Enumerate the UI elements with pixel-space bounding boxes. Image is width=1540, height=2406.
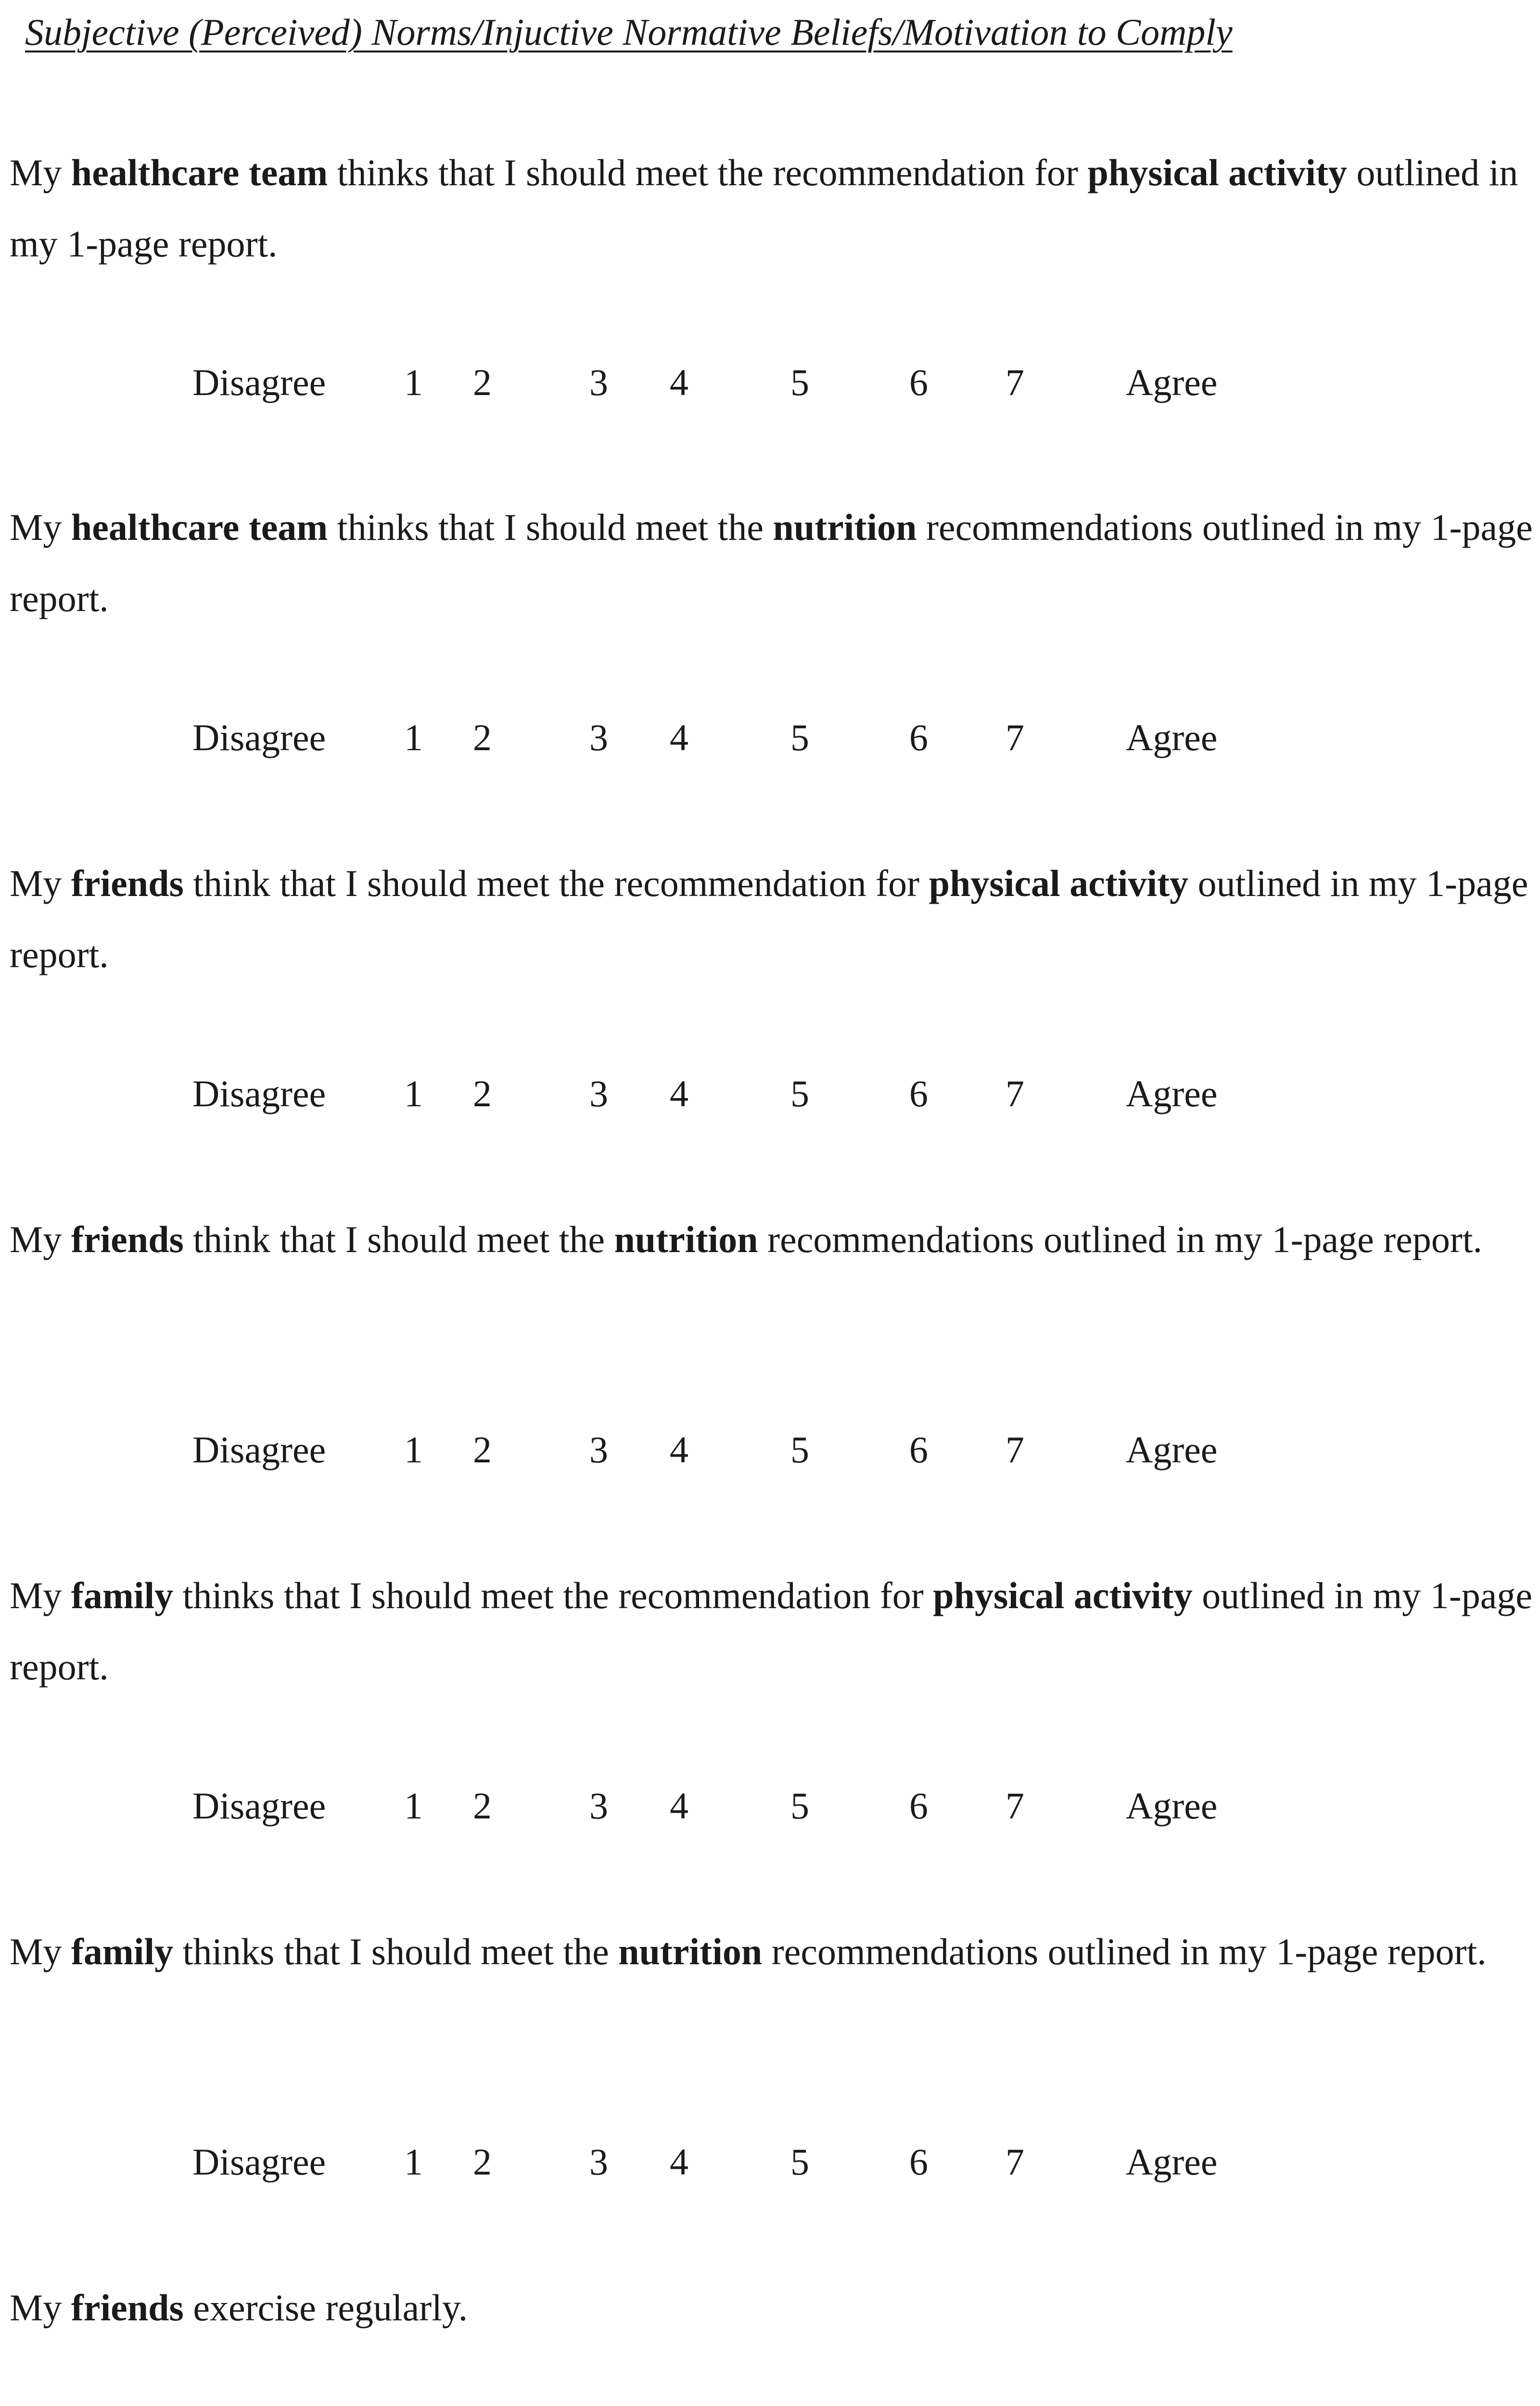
rating-scale — [0, 1072, 1540, 1125]
scale-option-3[interactable]: 3 — [589, 1073, 608, 1114]
question-text — [10, 1916, 1535, 1987]
question-text-end: outlined in my 1-page report. — [10, 1574, 1532, 1688]
scale-option-2[interactable]: 2 — [473, 1785, 492, 1827]
question-subject: family — [71, 1574, 174, 1616]
scale-label-agree: Agree — [1126, 1785, 1218, 1827]
scale-label-agree: Agree — [1126, 361, 1218, 403]
scale-option-7[interactable]: 7 — [1005, 1073, 1024, 1114]
scale-option-4[interactable]: 4 — [670, 2141, 688, 2183]
scale-option-5[interactable]: 5 — [790, 2141, 809, 2183]
question-subject: friends — [71, 862, 184, 904]
scale-option-6[interactable]: 6 — [909, 1429, 928, 1471]
question-text — [10, 1204, 1535, 1275]
scale-option-7[interactable]: 7 — [1005, 1785, 1024, 1827]
scale-label-agree: Agree — [1126, 2141, 1218, 2183]
question-prefix: My — [10, 506, 71, 548]
scale-option-5[interactable]: 5 — [790, 717, 809, 758]
scale-option-6[interactable]: 6 — [909, 1073, 928, 1114]
scale-option-7[interactable]: 7 — [1005, 2141, 1024, 2183]
question-topic: nutrition — [773, 506, 917, 548]
page-title: Subjective (Perceived) Norms/Injuctive Normative Beliefs/Motivation to Comply — [25, 11, 1233, 53]
scale-label-disagree: Disagree — [192, 1429, 326, 1471]
question-text-end: outlined in my 1-page report. — [10, 862, 1528, 975]
question-text — [10, 492, 1535, 634]
scale-option-1[interactable]: 1 — [404, 2141, 423, 2183]
scale-option-2[interactable]: 2 — [473, 1073, 492, 1114]
question-topic: nutrition — [618, 1931, 763, 1972]
question-text — [10, 848, 1535, 990]
scale-option-6[interactable]: 6 — [909, 2141, 928, 2183]
scale-option-6[interactable]: 6 — [909, 361, 928, 403]
scale-option-1[interactable]: 1 — [404, 717, 423, 758]
scale-option-5[interactable]: 5 — [790, 1073, 809, 1114]
scale-option-4[interactable]: 4 — [670, 1429, 688, 1471]
question-text-middle: thinks that I should meet the — [173, 1931, 619, 1972]
scale-label-disagree: Disagree — [192, 2141, 326, 2183]
question-text-middle: thinks that I should meet the — [328, 506, 773, 548]
question-prefix: My — [10, 152, 71, 193]
scale-option-2[interactable]: 2 — [473, 1429, 492, 1471]
question-topic: physical activity — [933, 1574, 1193, 1616]
question-prefix: My — [10, 2287, 71, 2329]
scale-option-5[interactable]: 5 — [790, 361, 809, 403]
scale-option-4[interactable]: 4 — [670, 717, 688, 758]
scale-label-disagree: Disagree — [192, 361, 326, 403]
scale-option-4[interactable]: 4 — [670, 1073, 688, 1114]
scale-option-7[interactable]: 7 — [1005, 717, 1024, 758]
question-text-end: outlined in my 1-page report. — [10, 152, 1518, 265]
scale-option-3[interactable]: 3 — [589, 717, 608, 758]
scale-option-6[interactable]: 6 — [909, 717, 928, 758]
scale-label-agree: Agree — [1126, 1429, 1218, 1471]
question-subject: healthcare team — [71, 506, 328, 548]
scale-option-6[interactable]: 6 — [909, 1785, 928, 1827]
question-prefix: My — [10, 1931, 71, 1972]
question-subject: friends — [71, 1218, 184, 1260]
scale-option-2[interactable]: 2 — [473, 717, 492, 758]
question-topic: physical activity — [929, 862, 1189, 904]
scale-option-1[interactable]: 1 — [404, 1429, 423, 1471]
scale-option-3[interactable]: 3 — [589, 361, 608, 403]
question-text — [10, 1560, 1535, 1702]
question-text-end: recommendations outlined in my 1-page report. — [762, 1931, 1487, 1972]
scale-option-1[interactable]: 1 — [404, 1073, 423, 1114]
rating-scale — [0, 361, 1540, 414]
question-text-middle: thinks that I should meet the recommendation for — [173, 1574, 933, 1616]
question-subject: family — [71, 1931, 174, 1972]
scale-option-2[interactable]: 2 — [473, 361, 492, 403]
scale-option-7[interactable]: 7 — [1005, 361, 1024, 403]
question-prefix: My — [10, 1218, 71, 1260]
question-text — [10, 2272, 1535, 2343]
question-text-middle: think that I should meet the — [183, 1218, 614, 1260]
question-text-middle: think that I should meet the recommendation for — [183, 862, 929, 904]
scale-option-5[interactable]: 5 — [790, 1429, 809, 1471]
rating-scale — [0, 716, 1540, 769]
question-text-middle: thinks that I should meet the recommendation for — [328, 152, 1088, 193]
scale-label-disagree: Disagree — [192, 1073, 326, 1114]
scale-label-agree: Agree — [1126, 1073, 1218, 1114]
scale-option-7[interactable]: 7 — [1005, 1429, 1024, 1471]
scale-option-1[interactable]: 1 — [404, 361, 423, 403]
question-subject: healthcare team — [71, 152, 328, 193]
question-prefix: My — [10, 862, 71, 904]
scale-option-3[interactable]: 3 — [589, 1785, 608, 1827]
question-prefix: My — [10, 1574, 71, 1616]
question-text-end: recommendations outlined in my 1-page report. — [758, 1218, 1483, 1260]
scale-option-2[interactable]: 2 — [473, 2141, 492, 2183]
question-text-middle: exercise regularly. — [183, 2287, 468, 2329]
scale-option-5[interactable]: 5 — [790, 1785, 809, 1827]
scale-option-3[interactable]: 3 — [589, 1429, 608, 1471]
question-text-end: recommendations outlined in my 1-page report. — [10, 506, 1533, 619]
rating-scale — [0, 2140, 1540, 2193]
question-subject: friends — [71, 2287, 184, 2329]
scale-label-disagree: Disagree — [192, 1785, 326, 1827]
scale-option-4[interactable]: 4 — [670, 1785, 688, 1827]
scale-option-4[interactable]: 4 — [670, 361, 688, 403]
scale-option-3[interactable]: 3 — [589, 2141, 608, 2183]
scale-option-1[interactable]: 1 — [404, 1785, 423, 1827]
scale-label-disagree: Disagree — [192, 717, 326, 758]
rating-scale — [0, 1428, 1540, 1481]
scale-label-agree: Agree — [1126, 717, 1218, 758]
question-topic: nutrition — [614, 1218, 758, 1260]
question-topic: physical activity — [1087, 152, 1348, 193]
rating-scale — [0, 1784, 1540, 1837]
question-text — [10, 137, 1535, 280]
